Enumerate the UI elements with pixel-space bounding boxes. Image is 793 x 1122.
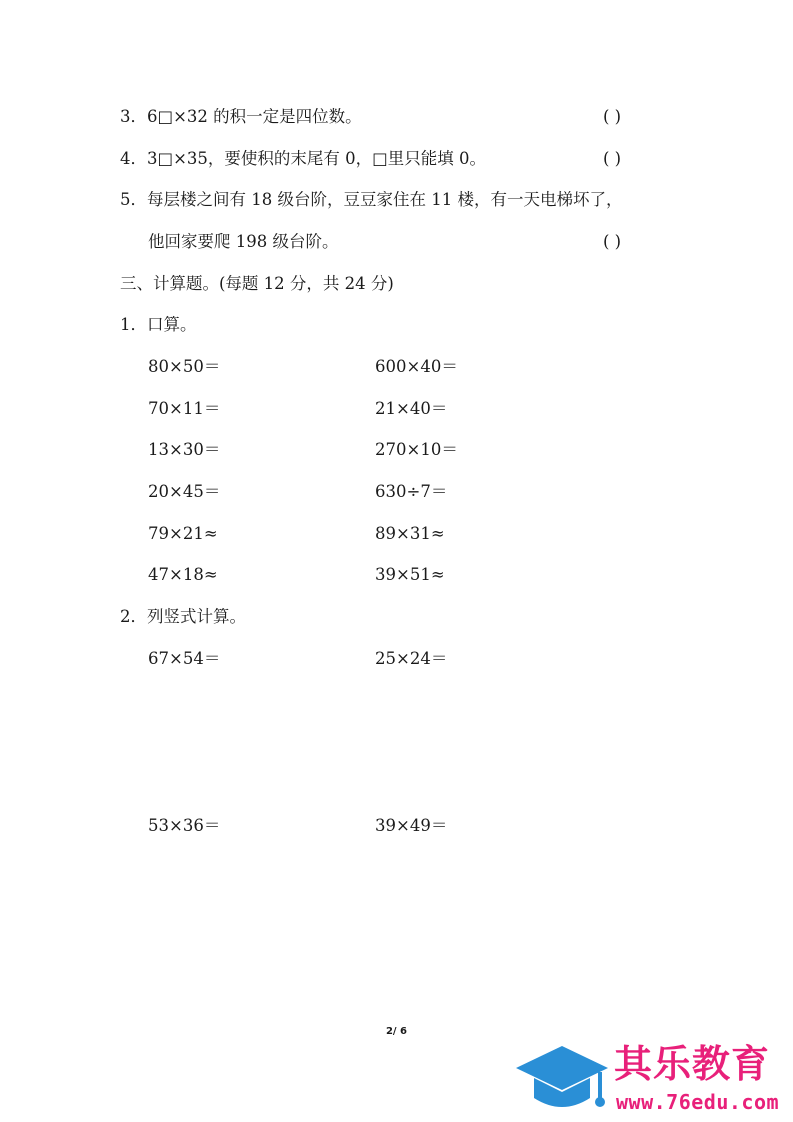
judgment-item-3: 3．6□×32 的积一定是四位数。 — [120, 107, 362, 126]
answer-paren-4: ( ) — [603, 149, 622, 168]
vertical-calc-expr: 67×54＝ — [148, 649, 221, 668]
graduation-cap-icon — [512, 1042, 612, 1122]
oral-expr: 630÷7＝ — [375, 482, 448, 501]
brand-url: www.76edu.com — [616, 1090, 780, 1114]
oral-expr: 89×31≈ — [375, 524, 445, 543]
section-heading: 三、计算题。(每题 12 分，共 24 分) — [120, 274, 394, 293]
vertical-calc-expr: 53×36＝ — [148, 816, 221, 835]
oral-expr: 21×40＝ — [375, 399, 448, 418]
oral-expr: 79×21≈ — [148, 524, 218, 543]
vertical-calc-expr: 25×24＝ — [375, 649, 448, 668]
oral-expr: 47×18≈ — [148, 565, 218, 584]
oral-expr: 39×51≈ — [375, 565, 445, 584]
brand-name: 其乐教育 — [614, 1042, 771, 1086]
oral-expr: 80×50＝ — [148, 357, 221, 376]
part2-title: 2．列竖式计算。 — [120, 607, 246, 626]
vertical-calc-expr: 39×49＝ — [375, 816, 448, 835]
brand-logo — [512, 1038, 793, 1122]
oral-expr: 20×45＝ — [148, 482, 221, 501]
page-number: 2/ 6 — [385, 1026, 408, 1037]
oral-expr: 13×30＝ — [148, 440, 221, 459]
answer-paren-5: ( ) — [603, 232, 622, 251]
oral-expr: 600×40＝ — [375, 357, 458, 376]
answer-paren-3: ( ) — [603, 107, 622, 126]
oral-expr: 270×10＝ — [375, 440, 458, 459]
judgment-item-4: 4．3□×35，要使积的末尾有 0，□里只能填 0。 — [120, 149, 486, 168]
judgment-item-5: 5．每层楼之间有 18 级台阶，豆豆家住在 11 楼，有一天电梯坏了， — [120, 190, 623, 209]
oral-expr: 70×11＝ — [148, 399, 221, 418]
judgment-item-5-cont: 他回家要爬 198 级台阶。 — [148, 232, 339, 251]
part1-title: 1．口算。 — [120, 315, 197, 334]
